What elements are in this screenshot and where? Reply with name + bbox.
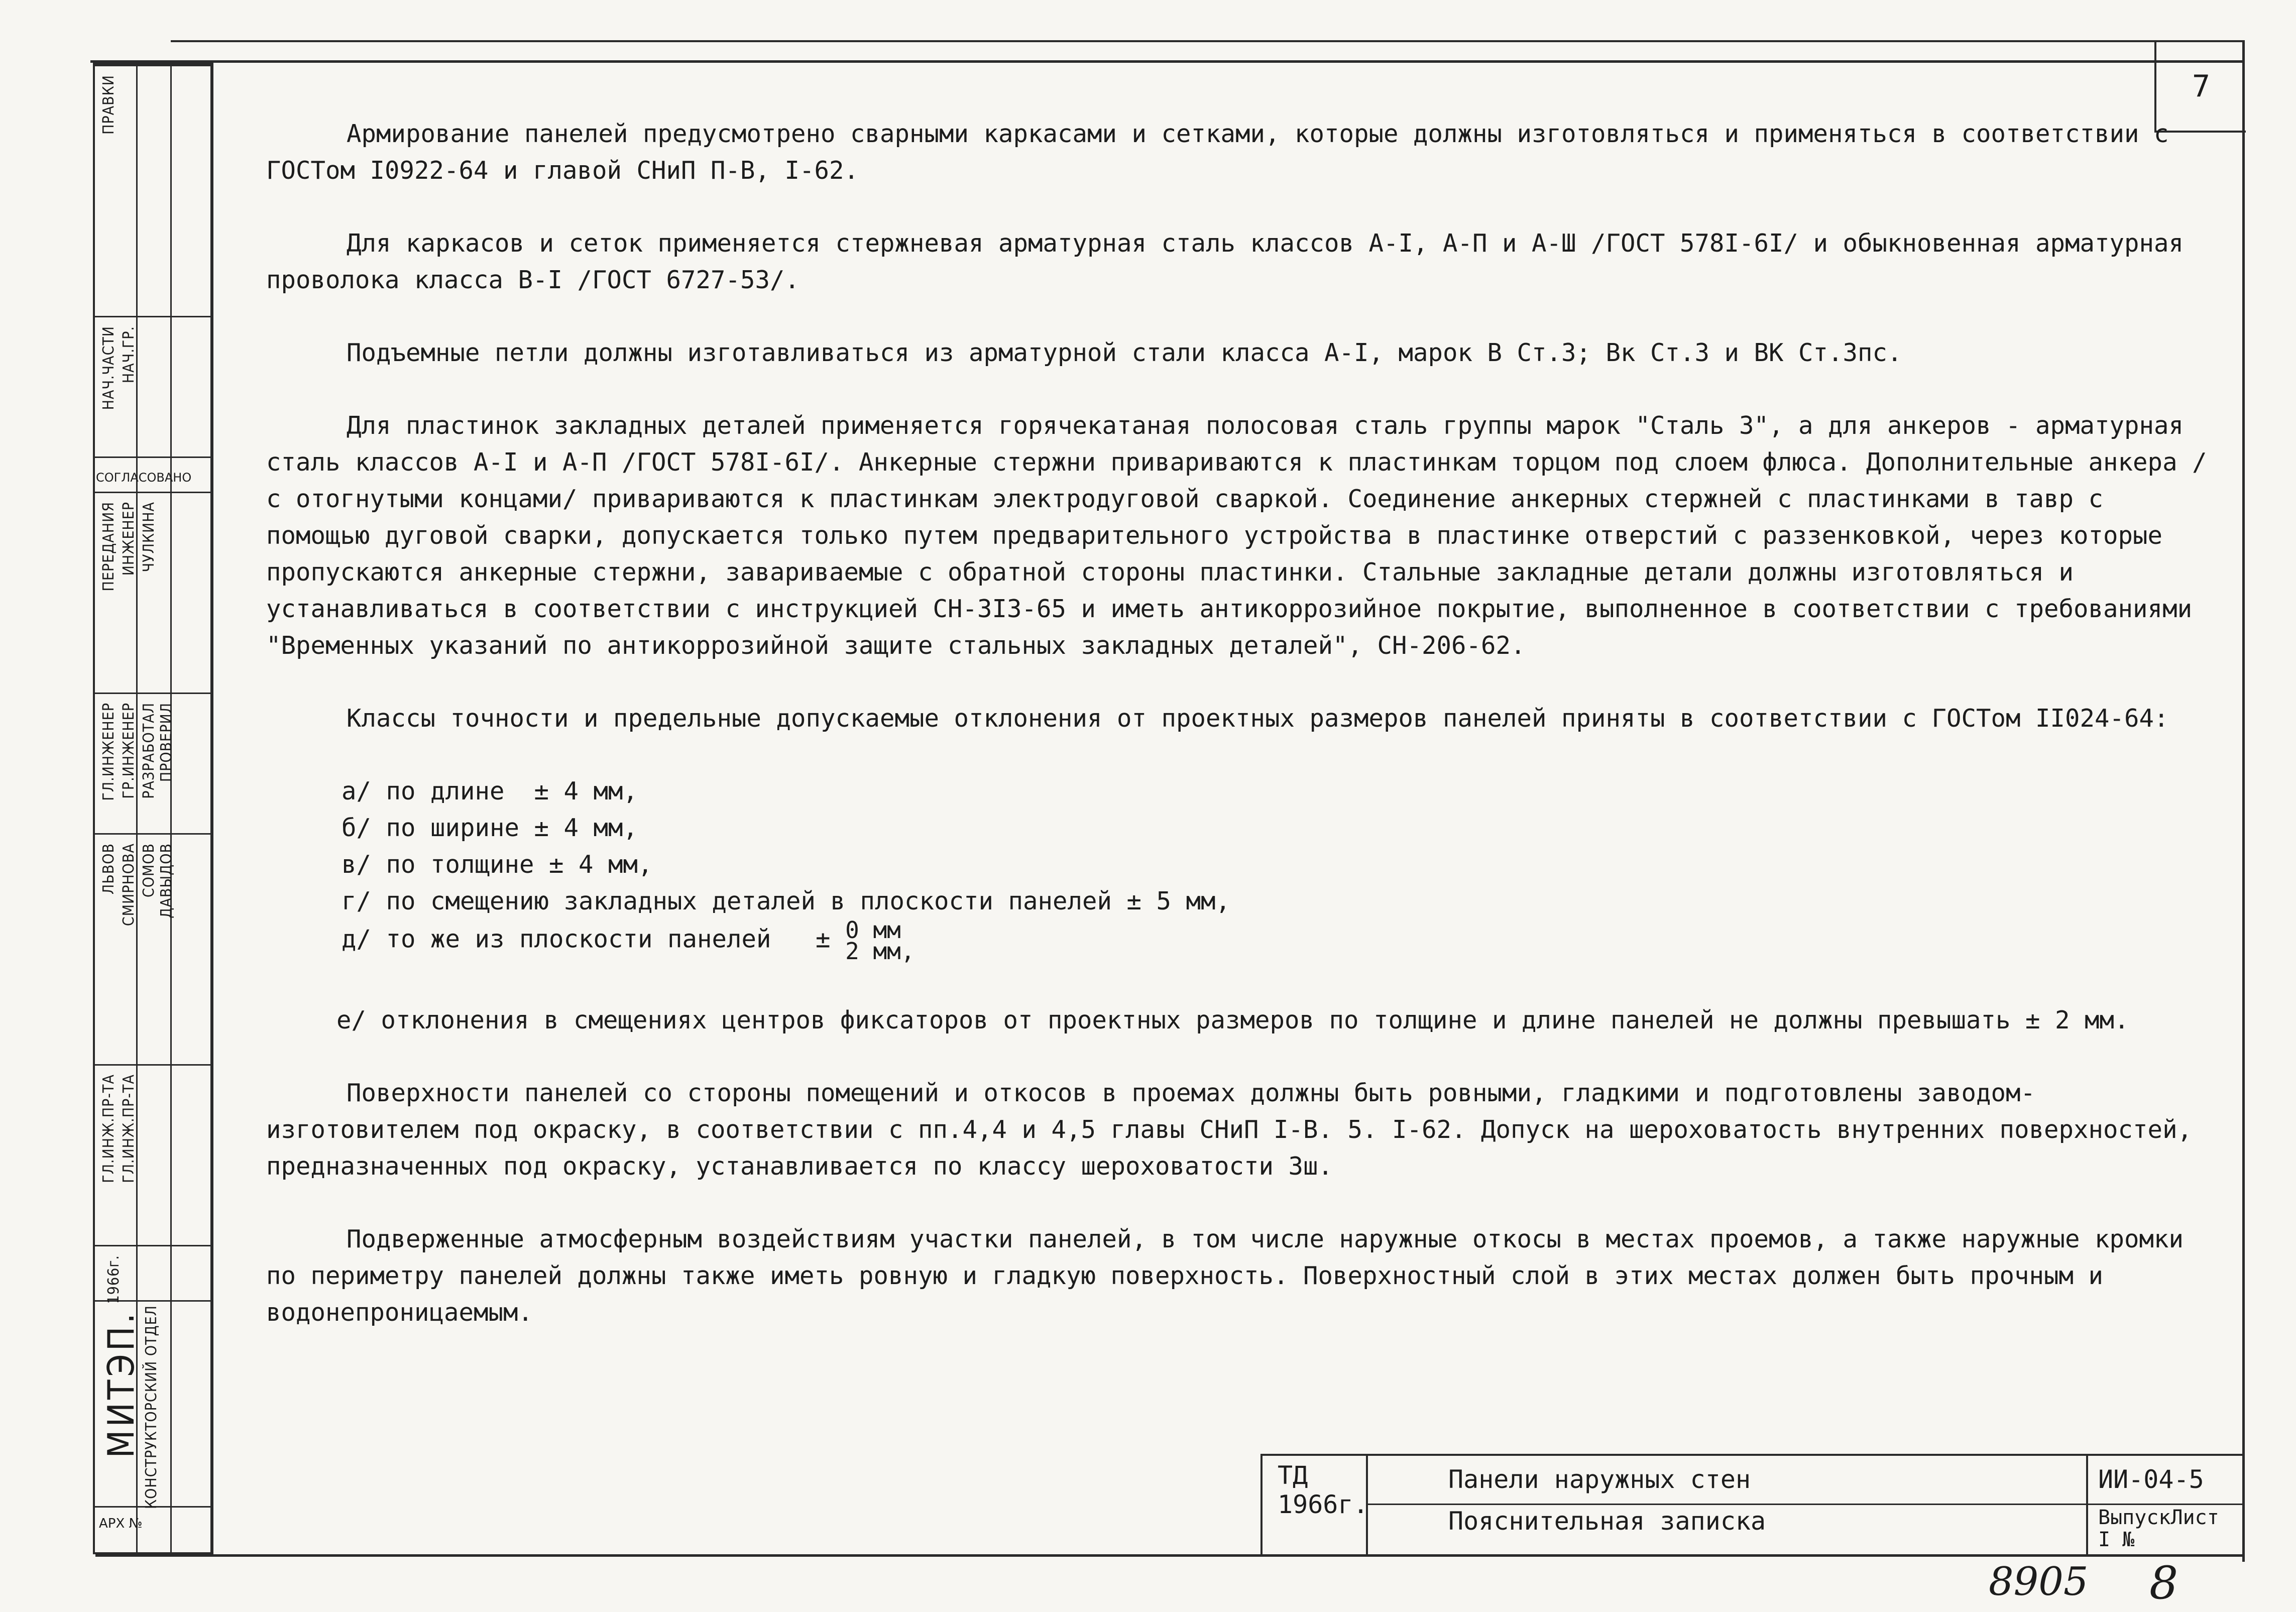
- tolerance-label: а/ по длине: [341, 777, 505, 805]
- stamp-divider: [95, 492, 210, 493]
- tolerance-value: ± 4 мм,: [549, 850, 653, 879]
- tolerance-item: [341, 916, 2215, 965]
- issue-label: Выпуск: [2098, 1506, 2171, 1529]
- tolerance-item: [341, 846, 2215, 883]
- stamp-role: ПРОВЕРИЛ: [158, 703, 175, 782]
- handwritten-inventory-number: 8905: [1989, 1559, 2089, 1604]
- tolerance-lower: 2 мм,: [845, 938, 915, 965]
- stamp-role: ГЛ.ИНЖ.ПР-ТА: [120, 1074, 138, 1183]
- paragraph-embedded-parts: Для пластинок закладных деталей применяется горячекатаная полосовая сталь группы марок "Сталь 3", а для анкеров - арматурная сталь классов А-I и А-П /ГОСТ 578I-6I/. Анкерные стержни привариваются к пластинкам торцом под слоем флюса. Дополнительные анкера /с отогнутыми концами/ привариваются к пластинкам электродуговой сваркой. Соединение анкерных стержней с пластинками в тавр с помощью дуговой сварки, допускается только путем предварительного устройства в пластинке отверстий с раззенковкой, через которые пропускаются анкерные стержни, завариваемые с обратной стороны пластинки. Стальные закладные детали должны изготовляться и устанавливаться в соответствии с инструкцией СН-3I3-65 и иметь антикоррозийное покрытие, выполненное в соответствии с требованиями "Временных указаний по антикоррозийной защите стальных закладных деталей", СН-206-62.: [266, 411, 2207, 660]
- paragraph-atmospheric: Подверженные атмосферным воздействиям участки панелей, в том числе наружные откосы в местах проемов, а также наружные кромки по периметру панелей должны также иметь ровную и гладкую поверхность. Поверхностный слой в этих местах должен быть прочным и водонепроницаемым.: [266, 1225, 2184, 1327]
- paragraph-tolerance-intro: Классы точности и предельные допускаемые отклонения от проектных размеров панелей приняты в соответствии с ГОСТом II024-64:: [347, 704, 2169, 733]
- paragraph-lifting-loops: Подъемные петли должны изготавливаться из арматурной стали класса А-I, марок В Ст.3; Вк Ст.3 и ВК Ст.3пс.: [347, 338, 1902, 367]
- title-block-subtitle: Пояснительная записка: [1448, 1507, 1766, 1536]
- title-block-year: 1966г.: [1278, 1490, 1368, 1519]
- handwritten-page-number: 8: [2149, 1557, 2178, 1609]
- stamp-role: ГЛ.ИНЖЕНЕР: [100, 703, 118, 801]
- tolerance-item: [341, 810, 2215, 846]
- tolerance-label: д/ то же из плоскости панелей: [341, 925, 771, 954]
- sheet-no-label: №: [2122, 1528, 2135, 1551]
- stamp-date: 1966г.: [105, 1255, 123, 1304]
- stamp-agreed: СОГЛАСОВАНО: [96, 471, 192, 485]
- stamp-extra: ИНЖЕНЕР: [120, 502, 138, 576]
- paragraph-fixators: е/ отклонения в смещениях центров фиксаторов от проектных размеров по толщине и длине панелей не должны превышать ± 2 мм.: [336, 1006, 2129, 1034]
- title-block-org-code: ТД: [1278, 1461, 1308, 1490]
- stamp-name: ДАВЫДОВ: [158, 843, 175, 918]
- frame-top-line: [171, 40, 2245, 42]
- stamp-divider: [95, 316, 210, 317]
- stamp-divider: [95, 1245, 210, 1246]
- stamp-divider: [95, 1064, 210, 1066]
- stamp-strip: [93, 63, 212, 1554]
- tolerance-label: в/ по толщине: [341, 850, 534, 879]
- tolerance-item: [341, 883, 2215, 919]
- paragraph-reinforcement: Армирование панелей предусмотрено сварными каркасами и сетками, которые должны изготовляться и применяться в соответствии с ГОСТом I0922-64 и главой СНиП П-В, I-62.: [266, 120, 2169, 185]
- sheet-number: 7: [2154, 42, 2246, 133]
- stamp-role: ГР.ИНЖЕНЕР: [120, 703, 138, 799]
- paragraph-surface: Поверхности панелей со стороны помещений и откосов в проемах должны быть ровными, гладкими и подготовлены заводом-изготовителем под окраску, в соответствии с пп.4,4 и 4,5 главы СНиП I-В. 5. I-62. Допуск на шероховатость внутренних поверхностей, предназначенных под окраску, устанавливается по классу шероховатости 3ш.: [266, 1079, 2193, 1181]
- stamp-role: ПЕРЕДАНИЯ: [100, 502, 118, 592]
- stamp-role: ГЛ.ИНЖ.ПР-ТА: [100, 1074, 118, 1183]
- stamp-divider: [95, 693, 210, 694]
- stamp-role: НАЧ.ЧАСТИ: [100, 326, 118, 410]
- tolerance-value: ± 4 мм,: [534, 814, 638, 842]
- tolerance-upper: 0 мм: [845, 916, 901, 944]
- tolerance-pm: ±: [816, 925, 831, 954]
- frame-top-line-inner: [90, 60, 2245, 63]
- tolerance-label: б/ по ширине: [341, 814, 520, 842]
- issue-value: I: [2098, 1528, 2111, 1551]
- title-block-issue: [2088, 1504, 2245, 1562]
- sheet-label: Лист: [2170, 1506, 2219, 1529]
- stamp-dept: КОНСТРУКТОРСКИЙ ОТДЕЛ: [143, 1305, 160, 1510]
- paragraph-steel-classes: Для каркасов и сеток применяется стержневая арматурная сталь классов А-I, А-П и А-Ш /ГОСТ 578I-6I/ и обыкновенная арматурная проволока класса В-I /ГОСТ 6727-53/.: [266, 229, 2184, 294]
- stamp-extra: НАЧ.ГР.: [120, 326, 138, 384]
- title-block-org: [1262, 1456, 1368, 1557]
- stamp-name: СМИРНОВА: [120, 843, 138, 927]
- stamp-extra: ЧУЛКИНА: [140, 502, 158, 572]
- stamp-role: РАЗРАБОТАЛ: [140, 703, 158, 799]
- frame-right-line: [2242, 40, 2245, 1562]
- stamp-arch: АРХ №: [99, 1516, 143, 1531]
- title-block-titles: [1368, 1456, 2086, 1557]
- stamp-name: СОМОВ: [140, 843, 158, 898]
- stamp-extra: ПРАВКИ: [100, 75, 118, 135]
- tolerance-value: ± 5 мм,: [1126, 887, 1231, 915]
- title-block-code: ИИ-04-5: [2088, 1456, 2245, 1505]
- title-block: [1260, 1454, 2245, 1557]
- tolerance-fraction: [845, 916, 915, 965]
- stamp-name: ЛЬВОВ: [100, 843, 118, 895]
- tolerance-label: г/ по смещению закладных деталей в плоскости панелей: [341, 887, 1112, 915]
- stamp-divider: [95, 65, 210, 66]
- document-body: [266, 116, 2215, 1331]
- tolerance-item: [341, 773, 2215, 810]
- stamp-divider: [95, 833, 210, 835]
- stamp-org: МИТЭП.: [100, 1310, 142, 1458]
- tolerance-list: [266, 773, 2215, 965]
- stamp-divider: [95, 456, 210, 458]
- tolerance-value: ± 4 мм,: [534, 777, 638, 805]
- title-block-codes: [2086, 1456, 2245, 1557]
- title-block-title: Панели наружных стен: [1368, 1456, 2086, 1505]
